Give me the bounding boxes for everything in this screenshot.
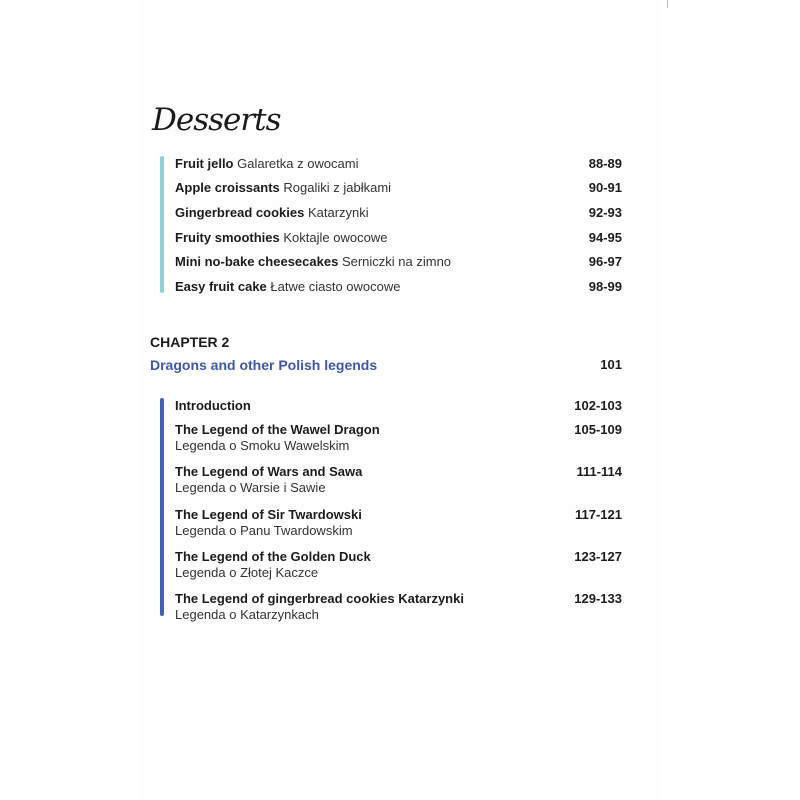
entry-title: The Legend of Wars and Sawa xyxy=(175,464,363,479)
entry-pages: 88-89 xyxy=(588,156,622,171)
entry-subtitle: Katarzynki xyxy=(307,205,369,220)
entry-subtitle: Legenda o Złotej Kaczce xyxy=(175,565,319,580)
toc-entry[interactable] xyxy=(175,398,622,414)
entry-title: Apple croissants xyxy=(175,180,280,195)
entry-subtitle: Legenda o Warsie i Sawie xyxy=(175,480,326,495)
entry-title: Gingerbread cookies xyxy=(175,205,305,220)
toc-entry[interactable] xyxy=(175,549,622,581)
entry-title: Fruit jello xyxy=(175,156,234,171)
toc-entry[interactable] xyxy=(175,464,622,496)
toc-entry[interactable] xyxy=(175,591,622,623)
entry-pages: 111-114 xyxy=(576,464,622,479)
entry-pages: 105-109 xyxy=(574,422,622,437)
toc-entry[interactable] xyxy=(175,230,622,246)
toc-entry[interactable] xyxy=(175,180,622,196)
entry-subtitle: Galaretka z owocami xyxy=(237,156,359,171)
entry-title: Fruity smoothies xyxy=(175,230,280,245)
entry-title: Mini no-bake cheesecakes xyxy=(175,254,339,269)
toc-entry[interactable] xyxy=(175,279,622,295)
entry-title: The Legend of gingerbread cookies Katarzynki xyxy=(175,591,464,606)
entry-pages: 90-91 xyxy=(588,180,622,195)
entry-subtitle: Koktajle owocowe xyxy=(283,230,388,245)
chapter-pages: 101 xyxy=(600,357,622,372)
entry-title: The Legend of the Golden Duck xyxy=(175,549,371,564)
legends-list xyxy=(160,398,622,622)
entry-pages: 123-127 xyxy=(574,549,622,564)
toc-entry[interactable] xyxy=(175,156,622,172)
entry-subtitle: Legenda o Smoku Wawelskim xyxy=(175,438,350,453)
page-edge-mark xyxy=(667,0,668,8)
entry-pages: 117-121 xyxy=(575,507,622,522)
entry-pages: 92-93 xyxy=(588,205,622,220)
entry-subtitle: Łatwe ciasto owocowe xyxy=(270,279,401,294)
entry-title: The Legend of the Wawel Dragon xyxy=(175,422,380,437)
chapter-title[interactable]: Dragons and other Polish legends xyxy=(150,357,378,373)
entry-pages: 96-97 xyxy=(588,254,622,269)
section-heading-desserts: Desserts xyxy=(152,102,281,138)
toc-entry[interactable] xyxy=(175,254,622,270)
entry-title: The Legend of Sir Twardowski xyxy=(175,507,362,522)
toc-entry[interactable] xyxy=(175,507,622,539)
entry-subtitle: Serniczki na zimno xyxy=(341,254,452,269)
entry-title: Easy fruit cake xyxy=(175,279,267,294)
toc-entry[interactable] xyxy=(175,205,622,221)
entry-pages: 98-99 xyxy=(588,279,622,294)
entry-title: Introduction xyxy=(175,398,251,413)
toc-entry[interactable] xyxy=(175,422,622,454)
legends-accent-bar xyxy=(160,398,164,616)
chapter-label: CHAPTER 2 xyxy=(150,334,230,350)
entry-pages: 129-133 xyxy=(574,591,622,606)
desserts-list xyxy=(160,156,622,294)
entry-pages: 94-95 xyxy=(588,230,622,245)
entry-subtitle: Legenda o Panu Twardowskim xyxy=(175,523,353,538)
entry-subtitle: Legenda o Katarzynkach xyxy=(175,607,319,622)
desserts-accent-bar xyxy=(160,156,164,293)
entry-pages: 102-103 xyxy=(574,398,622,413)
entry-subtitle: Rogaliki z jabłkami xyxy=(283,180,392,195)
